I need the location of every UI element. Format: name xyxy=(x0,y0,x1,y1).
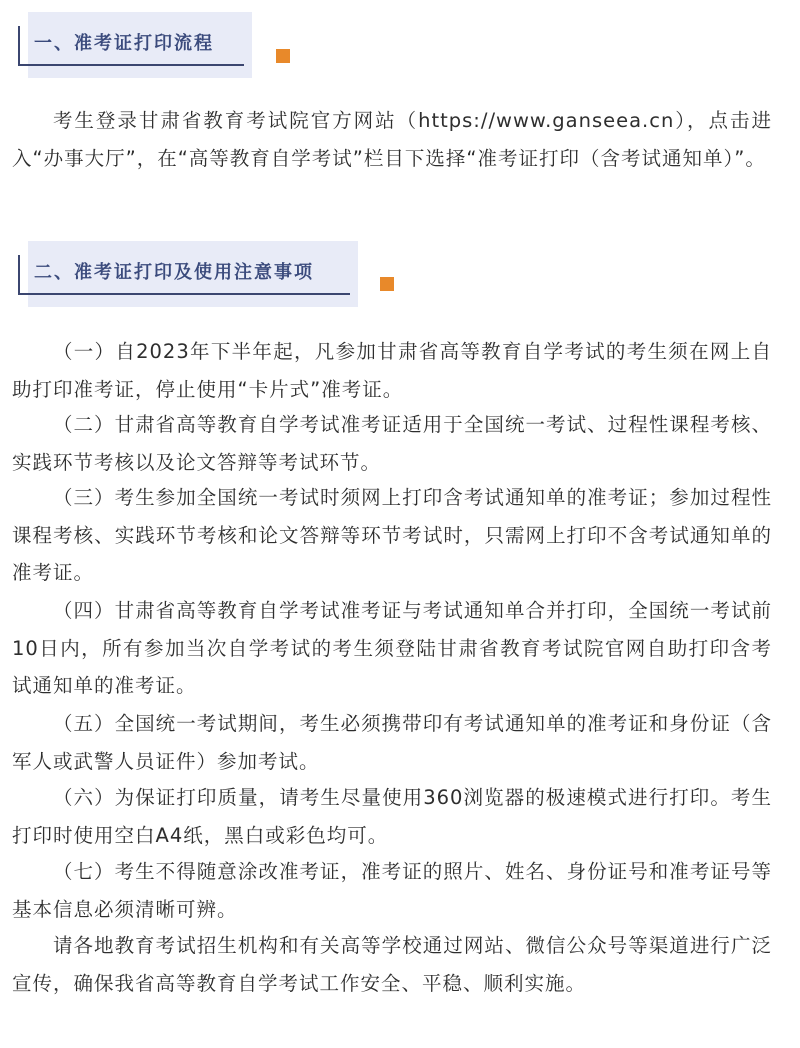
notice-item-3: （三）考生参加全国统一考试时须网上打印含考试通知单的准考证；参加过程性课程考核、实践环节考核和论文答辩等环节考试时，只需网上打印不含考试通知单的准考证。 xyxy=(12,486,772,584)
notice-item-6: （六）为保证打印质量，请考生尽量使用360浏览器的极速模式进行打印。考生打印时使用空白A4纸，黑白或彩色均可。 xyxy=(12,786,772,847)
notice-item-1: （一）自2023年下半年起，凡参加甘肃省高等教育自学考试的考生须在网上自助打印准考证，停止使用“卡片式”准考证。 xyxy=(12,340,772,401)
notice-item-7: （七）考生不得随意涂改准考证，准考证的照片、姓名、身份证号和准考证号等基本信息必须清晰可辨。 xyxy=(12,860,772,921)
notice-item-4: （四）甘肃省高等教育自学考试准考证与考试通知单合并打印，全国统一考试前10日内，所有参加当次自学考试的考生须登陆甘肃省教育考试院官网自助打印含考试通知单的准考证。 xyxy=(12,599,772,697)
notice-item-2: （二）甘肃省高等教育自学考试准考证适用于全国统一考试、过程性课程考核、实践环节考核以及论文答辩等考试环节。 xyxy=(12,413,772,474)
orange-square-icon xyxy=(276,49,290,63)
notice-item-5: （五）全国统一考试期间，考生必须携带印有考试通知单的准考证和身份证（含军人或武警人员证件）参加考试。 xyxy=(12,712,772,773)
closing-paragraph: 请各地教育考试招生机构和有关高等学校通过网站、微信公众号等渠道进行广泛宣传，确保我省高等教育自学考试工作安全、平稳、顺利实施。 xyxy=(12,934,772,995)
orange-square-icon xyxy=(380,277,394,291)
section-title-2: 二、准考证打印及使用注意事项 xyxy=(34,262,314,283)
section1-body: 考生登录甘肃省教育考试院官方网站（https://www.ganseea.cn），点击进入“办事大厅”，在“高等教育自学考试”栏目下选择“准考证打印（含考试通知单）”。 xyxy=(12,109,772,170)
section-title-1: 一、准考证打印流程 xyxy=(34,33,214,54)
